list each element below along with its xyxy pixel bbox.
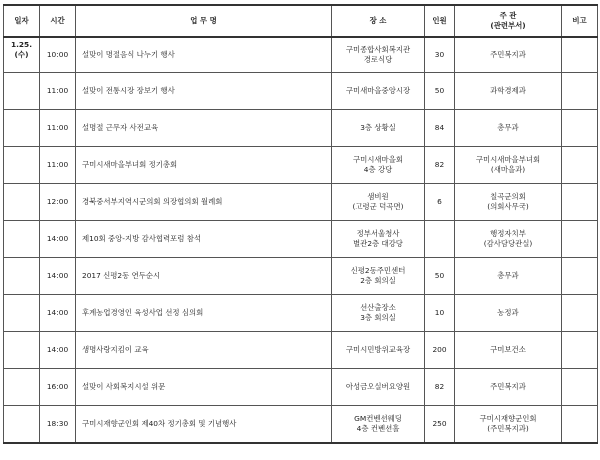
table-row <box>4 147 598 184</box>
header-host <box>455 5 562 37</box>
table-row <box>4 332 598 369</box>
cell-place-line2: 4층 강당 <box>363 165 393 174</box>
cell-note <box>562 295 598 332</box>
cell-host <box>455 295 562 332</box>
cell-time: 16:00 <box>40 369 76 406</box>
cell-note <box>562 369 598 406</box>
cell-task: 설명절 근무자 사전교육 <box>76 110 332 147</box>
cell-time: 18:30 <box>40 406 76 444</box>
cell-people: 200 <box>425 332 455 369</box>
cell-date <box>4 258 40 295</box>
cell-place-line2: 경로식당 <box>363 55 393 64</box>
cell-date <box>4 110 40 147</box>
header-time: 시간 <box>40 5 76 37</box>
cell-place <box>332 258 425 295</box>
cell-place-line1: 구미종합사회복지관 <box>345 45 411 55</box>
cell-place-line2: 별관2층 대강당 <box>353 239 403 248</box>
cell-time: 11:00 <box>40 147 76 184</box>
cell-note <box>562 147 598 184</box>
header-date: 일자 <box>4 5 40 37</box>
cell-time: 11:00 <box>40 110 76 147</box>
cell-date <box>4 406 40 444</box>
cell-host-line1: 농정과 <box>497 308 519 317</box>
cell-place-line1: GM컨벤션웨딩 <box>354 414 402 424</box>
cell-time: 14:00 <box>40 221 76 258</box>
cell-host <box>455 73 562 110</box>
cell-date <box>4 295 40 332</box>
cell-note <box>562 73 598 110</box>
table-row <box>4 110 598 147</box>
cell-time: 14:00 <box>40 332 76 369</box>
cell-host-line1: 주민복지과 <box>490 50 526 59</box>
cell-place-line1: 신평2동주민센터 <box>350 266 406 276</box>
table-row <box>4 369 598 406</box>
cell-task: 설맞이 명절음식 나누기 행사 <box>76 37 332 73</box>
cell-people: 30 <box>425 37 455 73</box>
cell-time: 12:00 <box>40 184 76 221</box>
cell-people: 84 <box>425 110 455 147</box>
table-row <box>4 295 598 332</box>
cell-place <box>332 110 425 147</box>
cell-people: 50 <box>425 258 455 295</box>
cell-task: 구미시재향군인회 제40차 정기총회 및 기념행사 <box>76 406 332 444</box>
cell-date <box>4 332 40 369</box>
cell-place-line2: (고령군 덕곡면) <box>352 202 404 211</box>
cell-host-line2: (주민복지과) <box>487 424 529 433</box>
cell-note <box>562 332 598 369</box>
cell-people: 50 <box>425 73 455 110</box>
cell-host <box>455 258 562 295</box>
cell-host-line1: 주민복지과 <box>490 382 526 391</box>
cell-task: 제10회 중앙-지방 감사협력포럼 참석 <box>76 221 332 258</box>
cell-people: 82 <box>425 147 455 184</box>
cell-host <box>455 221 562 258</box>
cell-time: 11:00 <box>40 73 76 110</box>
cell-time: 10:00 <box>40 37 76 73</box>
cell-task: 생명사랑지킴이 교육 <box>76 332 332 369</box>
cell-place-line1: 구미시새마을회 <box>353 155 403 165</box>
cell-host <box>455 37 562 73</box>
cell-host-line1: 구미시재향군인회 <box>479 414 537 424</box>
cell-task: 2017 신평2동 연두순시 <box>76 258 332 295</box>
cell-host <box>455 369 562 406</box>
cell-note <box>562 406 598 444</box>
cell-host-line1: 총무과 <box>497 271 519 280</box>
cell-date <box>4 184 40 221</box>
cell-place-line2: 4층 컨벤션홀 <box>356 424 400 433</box>
cell-place <box>332 332 425 369</box>
header-note: 비고 <box>562 5 598 37</box>
cell-place-line1: 구미새마을중앙시장 <box>345 86 411 95</box>
header-task: 업 무 명 <box>76 5 332 37</box>
cell-task: 설맞이 사회복지시설 위문 <box>76 369 332 406</box>
cell-host <box>455 332 562 369</box>
table-row <box>4 406 598 444</box>
cell-place-line1: 3층 상황실 <box>360 123 396 132</box>
cell-host-line1: 구미시새마을부녀회 <box>475 155 541 165</box>
cell-people: 82 <box>425 369 455 406</box>
cell-host <box>455 110 562 147</box>
table-row <box>4 258 598 295</box>
cell-place-line1: 아성금오실버요양원 <box>345 382 411 391</box>
cell-place <box>332 221 425 258</box>
cell-date <box>4 37 40 73</box>
cell-place-line1: 구미시민방위교육장 <box>345 345 411 354</box>
header-host-sub: (관련부서) <box>490 21 526 30</box>
cell-note <box>562 258 598 295</box>
date-day: 1.25. <box>10 40 33 49</box>
cell-host <box>455 147 562 184</box>
cell-host-line2: (감사담당관실) <box>483 239 533 248</box>
cell-place-line2: 2층 회의실 <box>360 276 396 285</box>
cell-host <box>455 406 562 444</box>
cell-place <box>332 295 425 332</box>
cell-host-line1: 구미보건소 <box>490 345 526 354</box>
schedule-table <box>3 4 598 444</box>
schedule-table-wrapper <box>3 4 597 444</box>
table-row <box>4 184 598 221</box>
cell-place <box>332 37 425 73</box>
cell-time: 14:00 <box>40 295 76 332</box>
cell-date <box>4 147 40 184</box>
cell-date <box>4 73 40 110</box>
header-people: 인원 <box>425 5 455 37</box>
table-row <box>4 221 598 258</box>
cell-place <box>332 184 425 221</box>
cell-people: 10 <box>425 295 455 332</box>
cell-host-line1: 행정자치부 <box>490 229 526 239</box>
header-host-label: 주 관 <box>499 11 517 21</box>
cell-place-line1: 정부서울청사 <box>356 229 400 239</box>
cell-place <box>332 369 425 406</box>
cell-place-line2: 3층 회의실 <box>360 313 396 322</box>
cell-host-line2: (새마을과) <box>490 165 526 174</box>
cell-people: 250 <box>425 406 455 444</box>
cell-people <box>425 221 455 258</box>
cell-host-line1: 칠곡군의회 <box>490 192 526 202</box>
cell-people: 6 <box>425 184 455 221</box>
cell-note <box>562 184 598 221</box>
cell-host-line1: 총무과 <box>497 123 519 132</box>
cell-place-line1: 선산출장소 <box>360 303 396 313</box>
table-row <box>4 73 598 110</box>
cell-place <box>332 73 425 110</box>
cell-date <box>4 221 40 258</box>
table-row <box>4 37 598 73</box>
cell-time: 14:00 <box>40 258 76 295</box>
cell-note <box>562 221 598 258</box>
cell-task: 경북중서부지역시군의회 의장협의회 월례회 <box>76 184 332 221</box>
cell-note <box>562 110 598 147</box>
cell-task: 후계농업경영인 육성사업 선정 심의회 <box>76 295 332 332</box>
cell-note <box>562 37 598 73</box>
cell-task: 설맞이 전통시장 장보기 행사 <box>76 73 332 110</box>
cell-host-line2: (의회사무국) <box>487 202 529 211</box>
table-header-row <box>4 5 598 37</box>
header-place: 장 소 <box>332 5 425 37</box>
cell-place <box>332 406 425 444</box>
cell-host-line1: 과학경제과 <box>490 86 526 95</box>
cell-task: 구미시새마을부녀회 정기총회 <box>76 147 332 184</box>
table-body <box>4 37 598 443</box>
date-weekday: (수) <box>14 49 29 59</box>
cell-place-line1: 샘비원 <box>367 192 389 202</box>
cell-host <box>455 184 562 221</box>
cell-place <box>332 147 425 184</box>
cell-date <box>4 369 40 406</box>
